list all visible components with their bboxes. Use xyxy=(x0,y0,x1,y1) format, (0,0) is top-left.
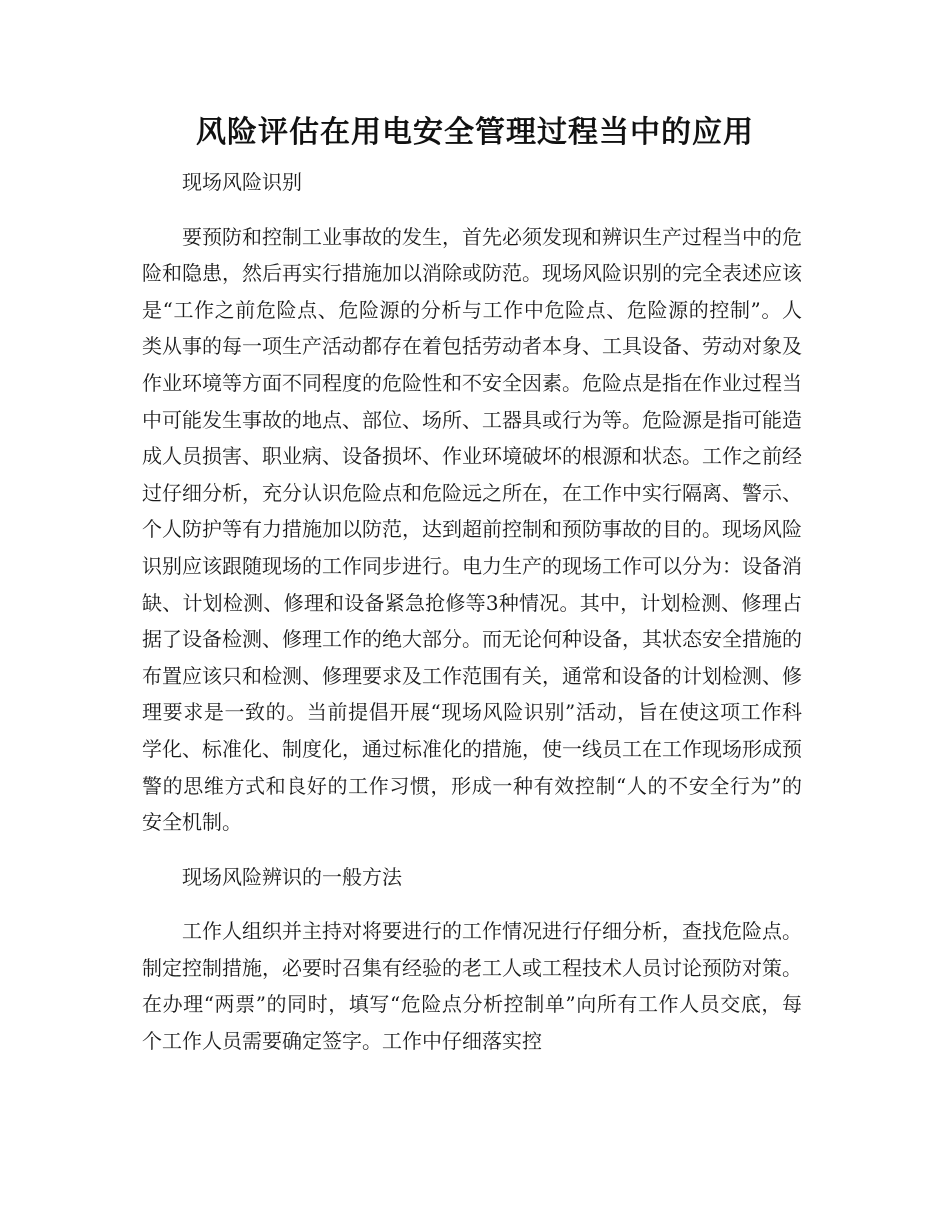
spacer xyxy=(142,841,802,859)
section-paragraph-general-methods: 工作人组织并主持对将要进行的工作情况进行仔细分析，查找危险点。 制定控制措施，必要时召集有经验的老工人或工程技术人员讨论预防对策。在办理“两票”的同时，填写“危险点分析控制单”向所有工作人员交底，每个工作人员需要确定签字。工作中仔细落实控 xyxy=(142,919,802,1054)
document-title: 风险评估在用电安全管理过程当中的应用 xyxy=(196,115,754,150)
spacer xyxy=(142,201,802,219)
document-body xyxy=(142,164,802,1060)
section-heading-general-methods: 现场风险辨识的一般方法 xyxy=(182,864,402,889)
section-heading-risk-identification: 现场风险识别 xyxy=(182,170,302,194)
spacer xyxy=(142,895,802,913)
section-paragraph-risk-identification: 要预防和控制工业事故的发生，首先必须发现和辨识生产过程当中的危险和隐患，然后再实行措施加以消除或防范。现场风险识别的完全表述应该是“工作之前危险点、危险源的分析与工作中危险点、危险源的控制”。人类从事的每一项生产活动都存在着包括劳动者本身、工具设备、劳动对象及作业环境等方面不同程度的危险性和不安全因素。危险点是指在作业过程当中可能发生事故的地点、部位、场所、工器具或行为等。危险源是指可能造成人员损害、职业病、设备损坏、作业环境破坏的根源和状态。工作之前经过仔细分析，充分认识危险点和危险远之所在，在工作中实行隔离、警示、个人防护等有力措施加以防范，达到超前控制和预防事故的目的。现场风险识别应该跟随现场的工作同步进行。电力生产的现场工作可以分为：设备消缺、计划检测、修理和设备紧急抢修等3种情况。其中，计划检测、修理占据了设备检测、修理工作的绝大部分。而无论何种设备，其状态安全措施的布置应该只和检测、修理要求及工作范围有关，通常和设备的计划检测、修理要求是一致的。当前提倡开展“现场风险识别”活动，旨在使这项工作科学化、标准化、制度化，通过标准化的措施，使一线员工在工作现场形成预警的思维方式和良好的工作习惯，形成一种有效控制“人的不安全行为”的安全机制。 xyxy=(142,224,802,835)
